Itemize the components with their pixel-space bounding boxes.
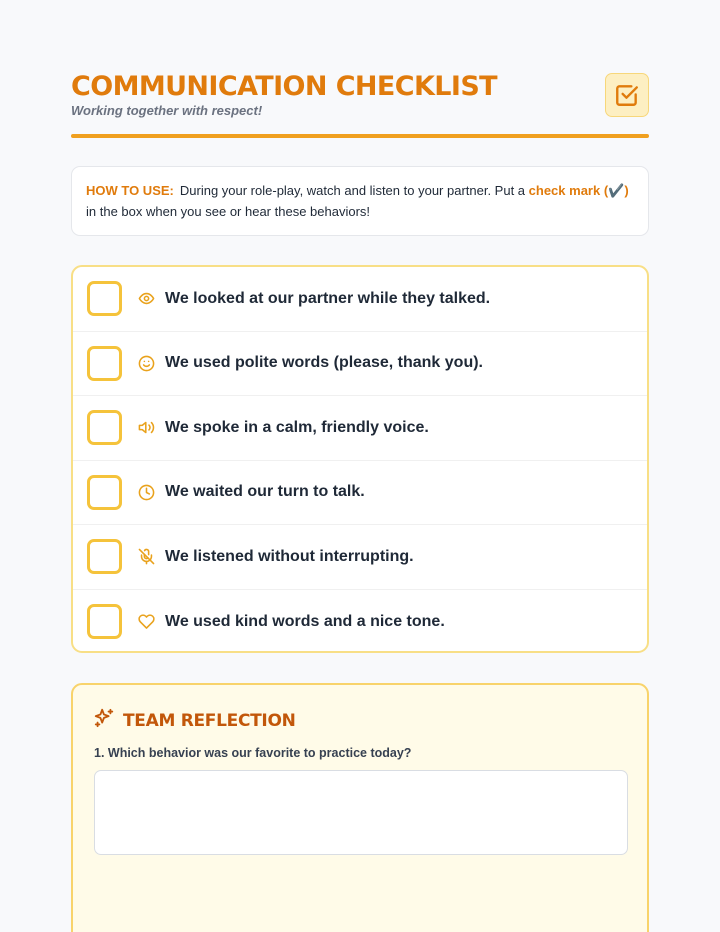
reflection-question-1: 1. Which behavior was our favorite to practice today? xyxy=(94,746,412,760)
checklist-item xyxy=(73,332,647,397)
instructions-box xyxy=(71,166,649,236)
checklist-item xyxy=(73,525,647,590)
header xyxy=(71,68,649,138)
sparkles-icon xyxy=(93,707,115,734)
checklist-item xyxy=(73,396,647,461)
header-divider xyxy=(71,134,649,138)
checklist-item xyxy=(73,461,647,526)
instructions-text-after: in the box when you see or hear these behaviors! xyxy=(86,204,371,219)
checklist-item-label: We listened without interrupting. xyxy=(165,547,414,565)
checklist-item-label: We waited our turn to talk. xyxy=(165,483,365,501)
reflection-header xyxy=(93,707,296,734)
checkbox[interactable] xyxy=(87,539,122,574)
eye-icon xyxy=(137,290,155,308)
page-subtitle: Working together with respect! xyxy=(71,103,263,118)
instructions-text-before: During your role-play, watch and listen to your partner. Put a xyxy=(179,183,529,198)
heart-icon xyxy=(137,613,155,631)
checkbox[interactable] xyxy=(87,346,122,381)
checkbox-check-icon xyxy=(605,73,649,117)
checkbox[interactable] xyxy=(87,410,122,445)
checklist-item-label: We looked at our partner while they talked. xyxy=(165,289,491,307)
speaker-icon xyxy=(137,419,155,437)
instructions-highlight: check mark (✔️) xyxy=(528,183,629,198)
team-reflection-panel xyxy=(71,683,649,932)
checkbox[interactable] xyxy=(87,475,122,510)
checkbox[interactable] xyxy=(87,281,122,316)
checkbox[interactable] xyxy=(87,604,122,639)
smile-icon xyxy=(137,354,155,372)
reflection-title: TEAM REFLECTION xyxy=(123,710,296,731)
page-title: COMMUNICATION CHECKLIST xyxy=(71,71,498,102)
checklist-item-label: We spoke in a calm, friendly voice. xyxy=(165,418,429,436)
reflection-answer-1-field[interactable] xyxy=(94,770,628,855)
clock-icon xyxy=(137,483,155,501)
checklist-item-label: We used polite words (please, thank you). xyxy=(165,354,483,372)
checklist-item xyxy=(73,267,647,332)
instructions-label: HOW TO USE: xyxy=(86,183,174,198)
behavior-checklist xyxy=(71,265,649,653)
checklist-item xyxy=(73,590,647,654)
checklist-item-label: We used kind words and a nice tone. xyxy=(165,612,445,630)
mic-off-icon xyxy=(137,548,155,566)
